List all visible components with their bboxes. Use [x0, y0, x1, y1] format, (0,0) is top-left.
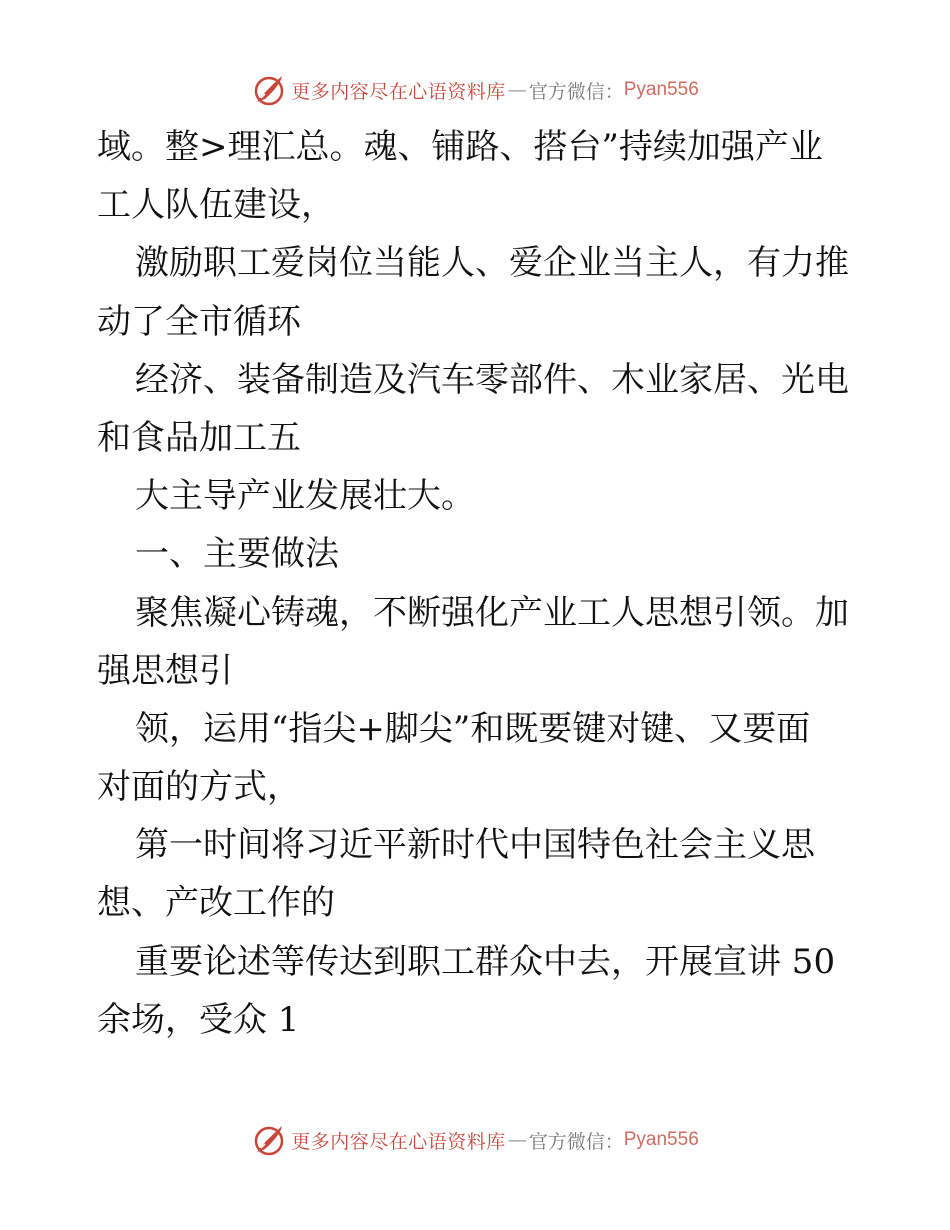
document-body-text — [97, 118, 857, 1049]
text-line: 对面的方式， — [97, 767, 301, 808]
text-line: 第一时间将习近平新时代中国特色社会主义思 — [135, 825, 815, 866]
brush-pen-logo-icon — [251, 72, 287, 108]
text-line: 想、产改工作的 — [97, 883, 335, 924]
banner-wechat-id: Pyan556 — [623, 1129, 699, 1150]
footer-watermark-banner — [0, 1120, 950, 1160]
banner-dash: — — [507, 1129, 527, 1151]
banner-label: 官方微信： — [528, 80, 624, 103]
banner-main-text: 更多内容尽在心语资料库 — [291, 1130, 506, 1153]
text-line: 一、主要做法 — [135, 534, 339, 575]
text-line: 工人队伍建设， — [97, 185, 335, 226]
banner-dash: — — [507, 79, 527, 101]
text-line: 余场，受众 1 — [97, 999, 300, 1040]
banner-wechat-id: Pyan556 — [623, 79, 699, 100]
text-line: 和食品加工五 — [97, 417, 301, 458]
text-line: 经济、装备制造及汽车零部件、木业家居、光电 — [135, 359, 849, 400]
text-line: 强思想引 — [97, 650, 233, 691]
text-line: 动了全市循环 — [97, 301, 301, 342]
text-line: 激励职工爱岗位当能人、爱企业当主人，有力推 — [135, 243, 849, 284]
text-line: 大主导产业发展壮大。 — [135, 476, 475, 517]
text-line: 域。整>理汇总。魂、铺路、搭台”持续加强产业 — [97, 127, 823, 167]
banner-label: 官方微信： — [528, 1130, 624, 1153]
text-line: 重要论述等传达到职工群众中去，开展宣讲 50 — [135, 941, 836, 982]
text-line: 聚焦凝心铸魂，不断强化产业工人思想引领。加 — [135, 592, 849, 633]
text-line: 领，运用“指尖+脚尖”和既要键对键、又要面 — [135, 708, 811, 749]
banner-main-text: 更多内容尽在心语资料库 — [291, 80, 506, 103]
header-watermark-banner — [0, 70, 950, 110]
brush-pen-logo-icon — [251, 1122, 287, 1158]
